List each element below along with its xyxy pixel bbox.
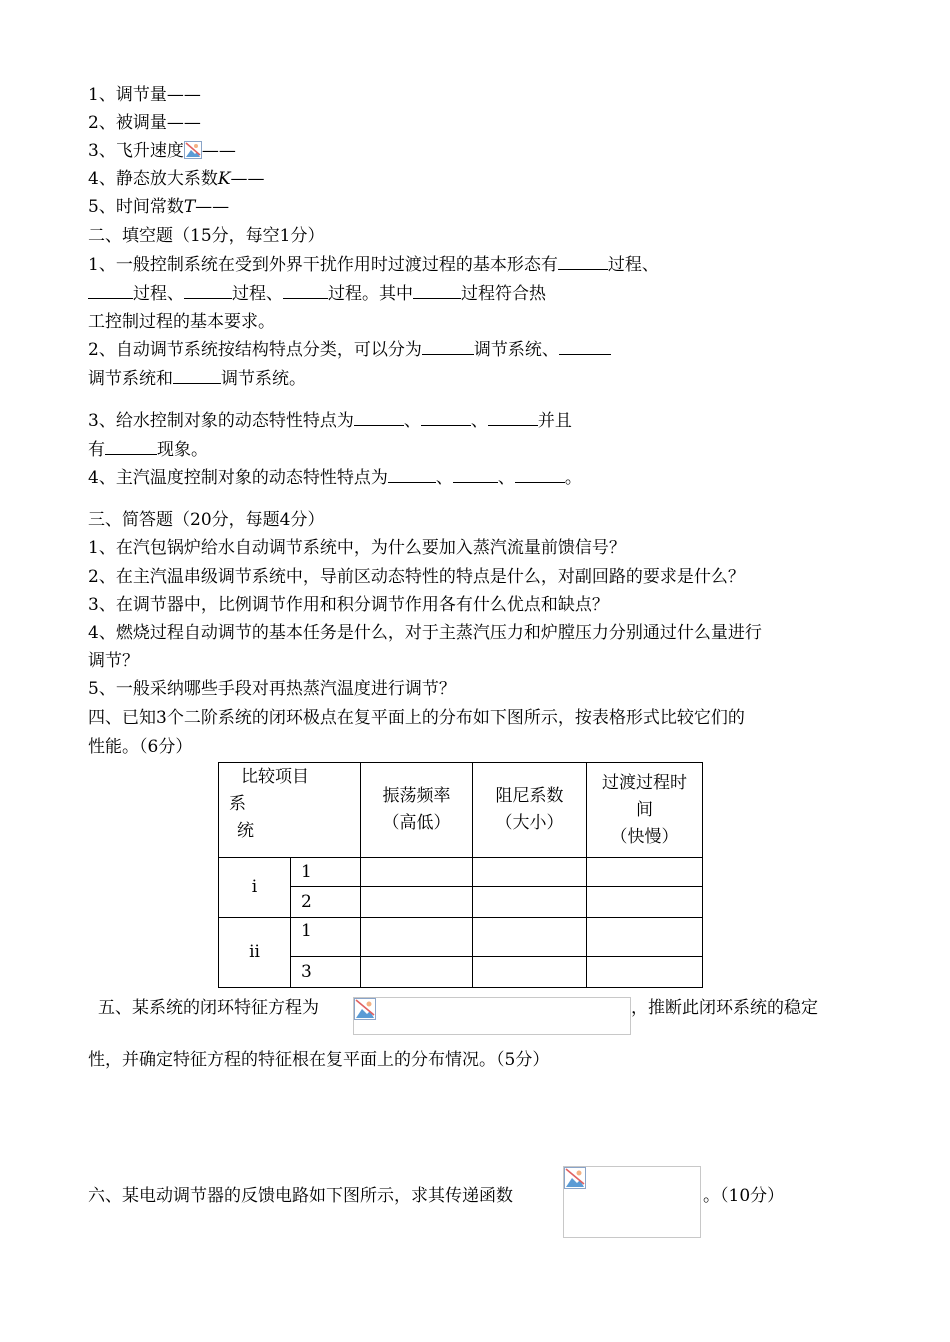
term-5-dash: ——	[195, 197, 230, 217]
fill-blank[interactable]	[354, 410, 404, 426]
s2-q3-line2	[88, 439, 208, 461]
s2-q3-text: 3、给水控制对象的动态特性特点为	[88, 411, 354, 431]
col-header-text: 间	[636, 799, 653, 820]
s2-q2-text: 调节系统、	[473, 340, 559, 360]
broken-image-icon	[184, 141, 202, 159]
col-header-text: （快慢）	[610, 826, 679, 847]
col-header-text: 阻尼系数	[495, 786, 564, 806]
s2-q2-text: 调节系统和	[88, 369, 173, 389]
s3-q2: 2、在主汽温串级调节系统中，导前区动态特性的特点是什么，对副回路的要求是什么？	[88, 567, 745, 587]
term-3-dash: ——	[201, 141, 236, 161]
table-row	[219, 887, 703, 918]
corner-top: 比较项目	[241, 767, 309, 787]
s4-line2: 性能。（6分）	[88, 737, 193, 757]
term-4-var: K	[217, 169, 231, 189]
table-row	[219, 957, 703, 988]
section-2-title: 二、填空题（15分，每空1分）	[88, 226, 325, 246]
col-header-damping	[473, 763, 587, 858]
fill-blank[interactable]	[453, 467, 498, 483]
broken-image-icon	[354, 998, 376, 1020]
s2-q4-text: 4、主汽温度控制对象的动态特性特点为	[88, 468, 388, 488]
table-cell[interactable]	[473, 918, 587, 957]
table-cell[interactable]	[587, 918, 703, 957]
table-cell[interactable]	[473, 957, 587, 988]
s2-q4-sep: 、	[435, 468, 453, 488]
col-header-text: （高低）	[382, 813, 451, 833]
term-5-var: T	[183, 197, 196, 217]
row-label: 2	[291, 887, 361, 918]
s2-q3-text: 现象。	[157, 440, 208, 460]
fill-blank[interactable]	[558, 254, 608, 270]
s2-q1-text: 过程。其中	[328, 284, 413, 304]
table-cell[interactable]	[587, 957, 703, 988]
term-4-dash: ——	[230, 169, 265, 189]
s2-q4-sep: 、	[497, 468, 515, 488]
fill-blank[interactable]	[422, 339, 474, 355]
s5-line1-b: ，推断此闭环系统的稳定	[631, 998, 818, 1018]
row-label: 1	[291, 858, 361, 887]
s2-q1-line2	[88, 283, 546, 305]
s3-q4-line2: 调节？	[88, 651, 139, 671]
table-cell[interactable]	[361, 918, 473, 957]
col-header-text: 振荡频率	[382, 786, 451, 806]
row-label: 1	[291, 918, 361, 957]
table-cell[interactable]	[587, 887, 703, 918]
s2-q3-text: 并且	[537, 411, 572, 431]
table-corner-header	[219, 763, 361, 858]
fill-blank[interactable]	[105, 439, 157, 455]
table-row	[219, 918, 703, 957]
fill-blank[interactable]	[184, 283, 232, 299]
s5-line1-a: 五、某系统的闭环特征方程为	[98, 998, 319, 1018]
equation-image-placeholder	[353, 997, 631, 1035]
corner-mid: 系	[229, 794, 246, 814]
corner-bot: 统	[237, 821, 254, 841]
s4-line1: 四、已知3个二阶系统的闭环极点在复平面上的分布如下图所示，按表格形式比较它们的	[88, 708, 745, 728]
fill-blank[interactable]	[388, 467, 436, 483]
table-cell[interactable]	[361, 957, 473, 988]
fill-blank[interactable]	[283, 283, 328, 299]
s2-q1-text: 过程、	[232, 284, 283, 304]
s2-q3-text: 有	[88, 440, 105, 460]
s3-q1: 1、在汽包锅炉给水自动调节系统中，为什么要加入蒸汽流量前馈信号？	[88, 538, 626, 558]
s2-q1-line3: 工控制过程的基本要求。	[88, 312, 275, 332]
s3-q5: 5、一般采纳哪些手段对再热蒸汽温度进行调节？	[88, 679, 456, 699]
term-1: 1、调节量——	[88, 85, 201, 105]
s2-q4-end: 。	[564, 468, 582, 488]
term-2: 2、被调量——	[88, 113, 201, 133]
section-3-title: 三、简答题（20分，每题4分）	[88, 510, 325, 530]
fill-blank[interactable]	[488, 410, 538, 426]
s2-q3-sep: 、	[470, 411, 488, 431]
s2-q1-text: 1、一般控制系统在受到外界干扰作用时过渡过程的基本形态有	[88, 255, 558, 275]
fill-blank[interactable]	[413, 283, 461, 299]
s2-q1-line1	[88, 254, 659, 276]
s6-line-b: 。（10分）	[703, 1186, 785, 1206]
transfer-function-image-placeholder	[563, 1166, 701, 1238]
s6-line-a: 六、某电动调节器的反馈电路如下图所示，求其传递函数	[88, 1186, 513, 1206]
s2-q1-text: 过程、	[607, 255, 659, 275]
s2-q3-line1	[88, 410, 572, 432]
row-label: 3	[291, 957, 361, 988]
s2-q2-text: 2、自动调节系统按结构特点分类，可以分为	[88, 340, 422, 360]
comparison-table	[218, 762, 703, 988]
s2-q1-text: 过程符合热	[461, 284, 546, 304]
s2-q3-sep: 、	[403, 411, 421, 431]
fill-blank[interactable]	[515, 467, 565, 483]
term-4-label: 4、静态放大系数	[88, 169, 218, 189]
fill-blank[interactable]	[173, 368, 221, 384]
term-5	[88, 196, 229, 218]
s5-line2: 性，并确定特征方程的特征根在复平面上的分布情况。（5分）	[88, 1050, 550, 1070]
table-cell[interactable]	[473, 887, 587, 918]
table-cell[interactable]	[361, 858, 473, 887]
s2-q2-line1	[88, 339, 611, 361]
s2-q1-text: 过程、	[133, 284, 184, 304]
col-header-frequency	[361, 763, 473, 858]
s3-q3: 3、在调节器中，比例调节作用和积分调节作用各有什么优点和缺点？	[88, 595, 609, 615]
term-4	[88, 168, 265, 190]
term-3-label: 3、飞升速度	[88, 141, 184, 161]
fill-blank[interactable]	[88, 283, 133, 299]
fill-blank[interactable]	[421, 410, 471, 426]
s2-q2-line2	[88, 368, 306, 390]
table-cell[interactable]	[587, 858, 703, 887]
s2-q4	[88, 467, 582, 489]
term-3	[88, 140, 236, 162]
col-header-text: （大小）	[495, 813, 564, 833]
table-row	[219, 858, 703, 887]
s3-q4-line1: 4、燃烧过程自动调节的基本任务是什么，对于主蒸汽压力和炉膛压力分别通过什么量进行	[88, 623, 762, 643]
term-5-label: 5、时间常数	[88, 197, 184, 217]
group-label: i	[219, 858, 291, 918]
table-cell[interactable]	[473, 858, 587, 887]
group-label: ii	[219, 918, 291, 988]
table-cell[interactable]	[361, 887, 473, 918]
col-header-text: 过渡过程时	[602, 772, 687, 793]
fill-blank[interactable]	[559, 339, 611, 355]
col-header-transition-time	[587, 763, 703, 858]
broken-image-icon	[564, 1167, 586, 1189]
s2-q2-text: 调节系统。	[221, 369, 306, 389]
